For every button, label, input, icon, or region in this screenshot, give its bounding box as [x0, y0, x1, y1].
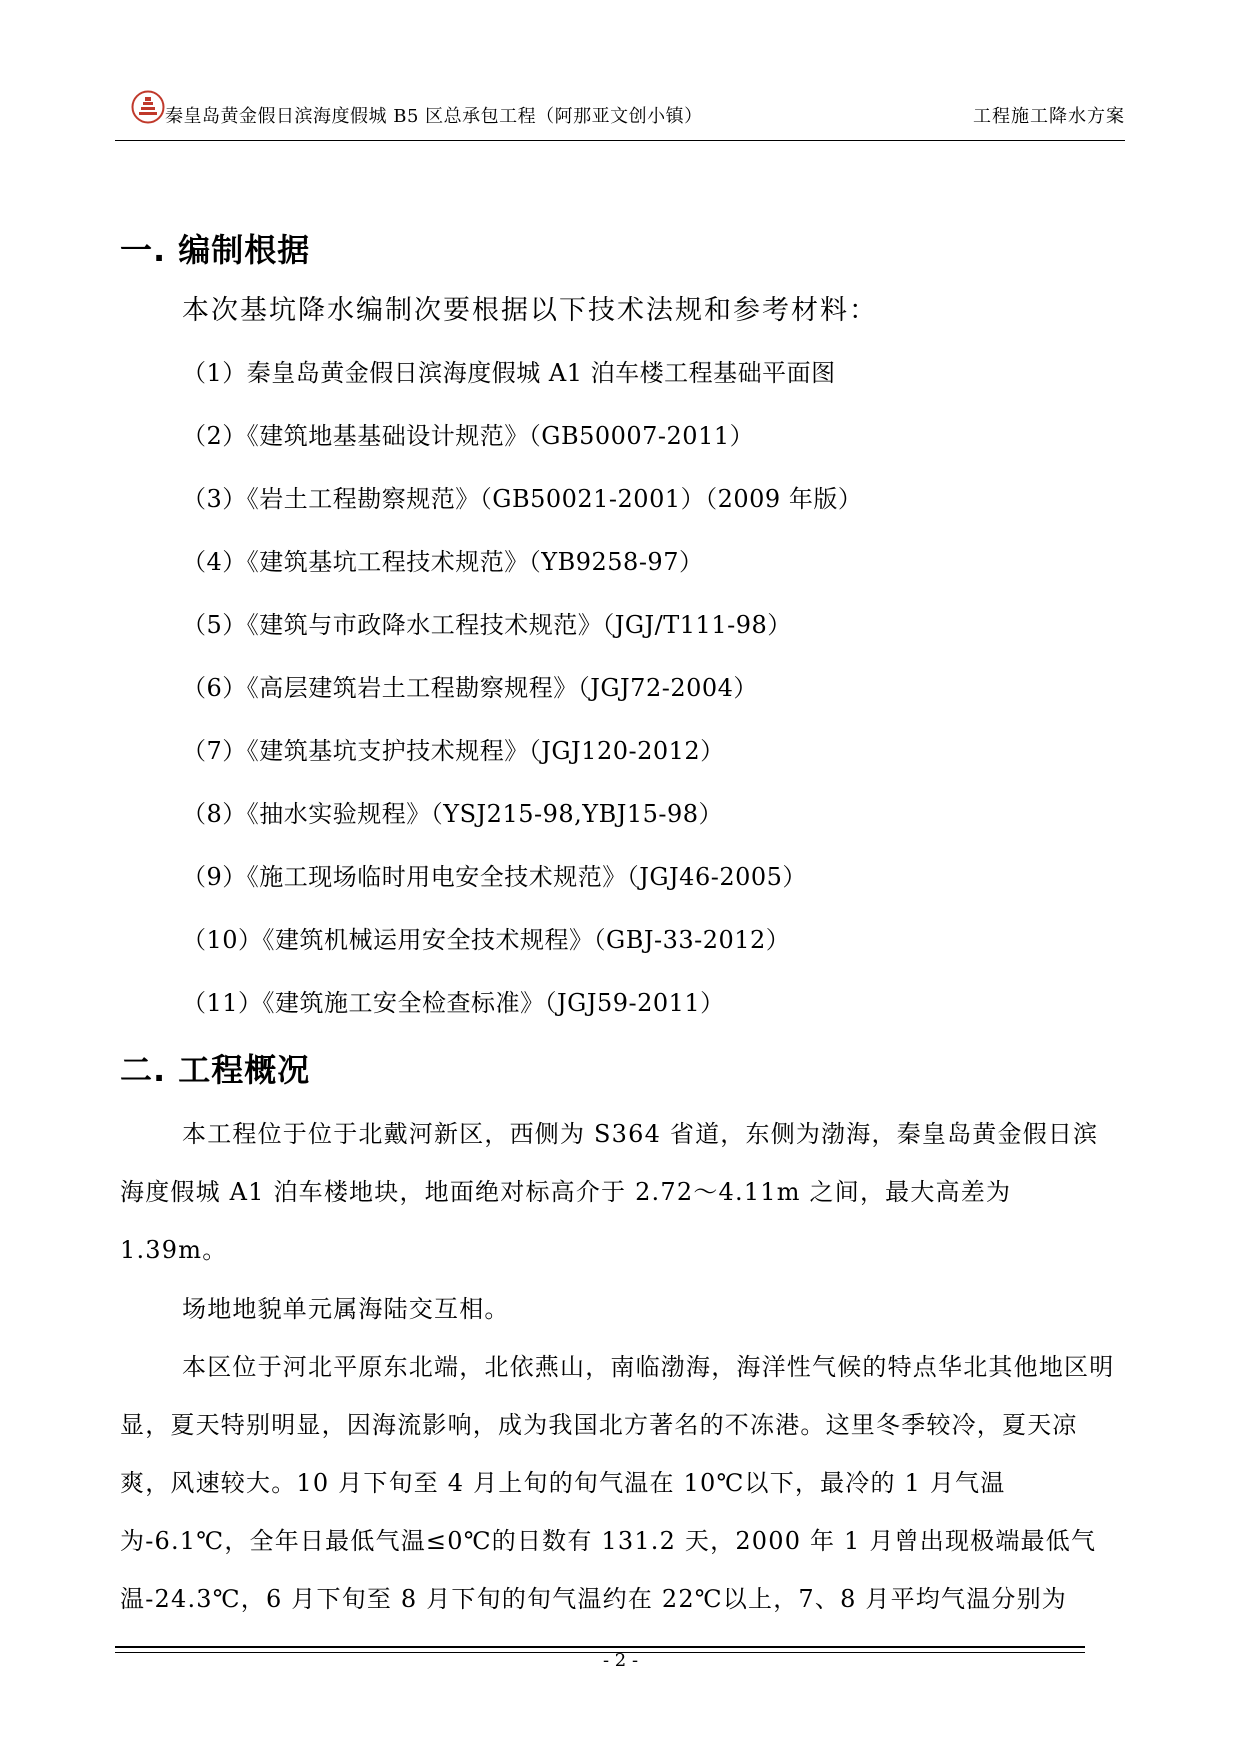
company-logo-icon [131, 90, 165, 124]
reference-item: （10）《建筑机械运用安全技术规程》（GBJ-33-2012） [182, 926, 791, 954]
section-1-heading: 一. 编制根据 [120, 231, 311, 269]
reference-item: （1）秦皇岛黄金假日滨海度假城 A1 泊车楼工程基础平面图 [182, 359, 836, 387]
reference-item: （5）《建筑与市政降水工程技术规范》（JGJ/T111-98） [182, 611, 792, 639]
paragraph-climate: 本区位于河北平原东北端，北依燕山，南临渤海，海洋性气候的特点华北其他地区明显，夏天特别明显，因海流影响，成为我国北方著名的不冻港。这里冬季较冷，夏天凉爽，风速较大。10 月下旬至 4 月上旬的旬气温在 10℃以下，最冷的 1 月气温为-6.1℃，全年日最低气温≤0℃的日数有 131.2 天，2000 年 1 月曾出现极端最低气温-24.3℃，6 月下旬至 8 月下旬的旬气温约在 22℃以上，7、8 月平均气温分别为 [120, 1353, 1115, 1613]
reference-item: （11）《建筑施工安全检查标准》（JGJ59-2011） [182, 989, 725, 1017]
section-2-heading: 二. 工程概况 [120, 1051, 311, 1089]
reference-item: （6）《高层建筑岩土工程勘察规程》（JGJ72-2004） [182, 674, 758, 702]
paragraph-project-location: 本工程位于位于北戴河新区，西侧为 S364 省道，东侧为渤海，秦皇岛黄金假日滨海度假城 A1 泊车楼地块，地面绝对标高介于 2.72～4.11m 之间，最大高差为 1.39m。 [120, 1120, 1099, 1264]
section-1-intro: 本次基坑降水编制次要根据以下技术法规和参考材料： [182, 295, 878, 326]
reference-item: （8）《抽水实验规程》（YSJ215-98,YBJ15-98） [182, 800, 724, 828]
header-document-title: 工程施工降水方案 [973, 106, 1125, 127]
paragraph-landform: 场地地貌单元属海陆交互相。 [182, 1295, 510, 1323]
reference-list [182, 353, 862, 1046]
reference-item: （7）《建筑基坑支护技术规程》（JGJ120-2012） [182, 737, 725, 765]
header-divider [115, 140, 1125, 141]
reference-item: （2）《建筑地基基础设计规范》（GB50007-2011） [182, 422, 755, 450]
reference-item: （9）《施工现场临时用电安全技术规范》（JGJ46-2005） [182, 863, 807, 891]
page-number: - 2 - [602, 1650, 639, 1671]
page-header [115, 82, 1125, 142]
reference-item: （4）《建筑基坑工程技术规范》（YB9258-97） [182, 548, 704, 576]
reference-item: （3）《岩土工程勘察规范》（GB50021-2001）（2009 年版） [182, 485, 863, 513]
header-project-title: 秦皇岛黄金假日滨海度假城 B5 区总承包工程（阿那亚文创小镇） [165, 106, 703, 127]
